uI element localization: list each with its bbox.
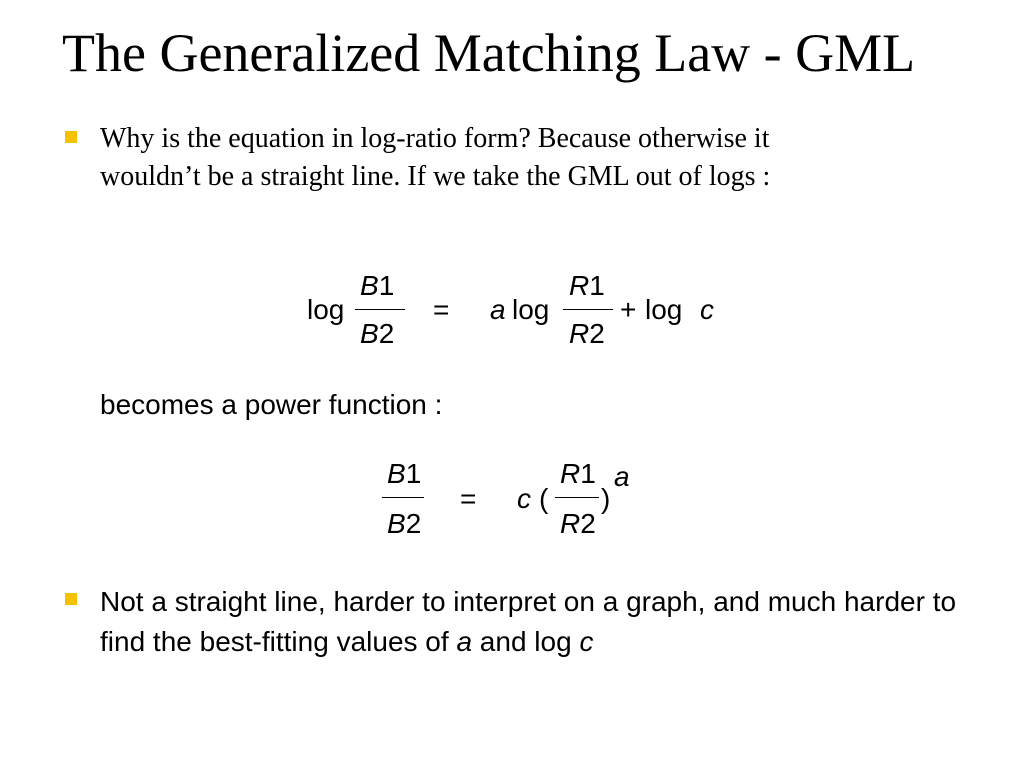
eq1-fraction-bar-right [563,309,613,310]
bullet-2-c-variable: c [579,626,594,657]
eq2-b-denominator: B2 [387,508,422,539]
bullet-2-a-variable: a [456,626,473,657]
eq2-a-exponent: a [614,461,630,492]
eq2-fraction-bar-left [382,497,424,498]
bullet-1-line-1: Why is the equation in log-ratio form? Because otherwise it [100,123,770,154]
eq2-right-paren: ) [601,483,611,514]
eq2-r-numerator: R1 [560,458,596,489]
eq2-fraction-bar-right [555,497,599,498]
eq1-fraction-bar-left [355,309,405,310]
becomes-power-function-text: becomes a power function : [100,389,443,420]
bullet-text-2: Not a straight line, harder to interpret on a graph, and much harder to find the best-fitting values of a and log c [100,586,957,657]
square-bullet-icon [65,131,77,143]
eq1-a-coefficient: a [490,294,506,325]
square-bullet-icon [65,593,77,605]
eq1-equals-sign: = [433,294,450,325]
eq2-left-paren: ( [539,483,549,514]
eq1-b-denominator: B2 [360,318,395,349]
eq1-log-label-2: log [512,294,550,325]
bullet-text-1 [100,120,980,196]
page-title: The Generalized Matching Law - GML [62,23,916,83]
eq1-c-constant: c [700,294,714,325]
eq1-log-label: log [307,294,345,325]
eq2-equals-sign: = [460,483,477,514]
eq2-r-denominator: R2 [560,508,596,539]
eq1-log-label-3: log [645,294,683,325]
eq2-b-numerator: B1 [387,458,422,489]
eq1-r-numerator: R1 [569,270,605,301]
eq1-plus-sign: + [620,294,637,325]
bullet-1-line-2: wouldn’t be a straight line. If we take the GML out of logs : [100,161,771,192]
eq2-c-constant: c [517,483,531,514]
eq1-b-numerator: B1 [360,270,395,301]
eq1-r-denominator: R2 [569,318,605,349]
